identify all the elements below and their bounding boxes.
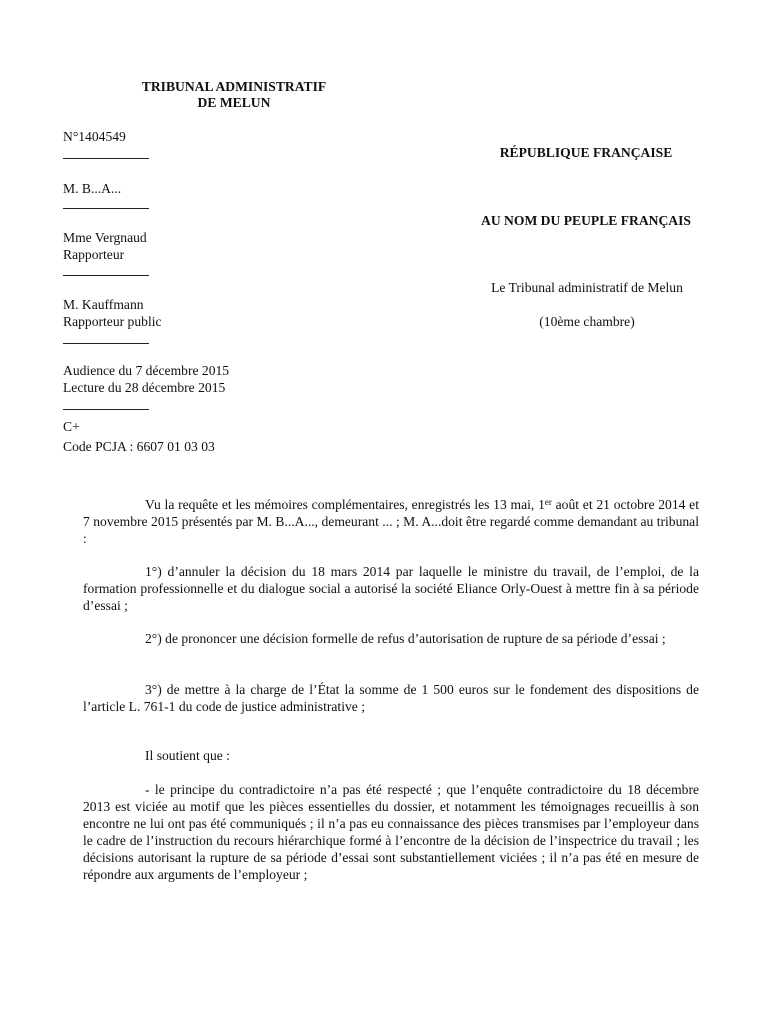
- court-name-line2: DE MELUN: [197, 95, 271, 110]
- request-point-2-text: 2°) de prononcer une décision formelle de refus d’autorisation de rupture de sa période d’essai ;: [145, 631, 666, 646]
- tribunal-line: Le Tribunal administratif de Melun: [491, 280, 683, 295]
- court-name-line1: TRIBUNAL ADMINISTRATIF: [141, 79, 327, 94]
- reading-date: Lecture du 28 décembre 2015: [63, 380, 226, 395]
- request-point-3-text: 3°) de mettre à la charge de l’État la somme de 1 500 euros sur le fondement des dispositions de l’article L. 761-1 du code de justice administrative ;: [83, 682, 699, 714]
- pcja-code: Code PCJA : 6607 01 03 03: [63, 439, 215, 454]
- party-name: M. B...A...: [63, 181, 122, 196]
- public-rapporteur-name: M. Kauffmann: [63, 297, 144, 312]
- request-point-2: [83, 630, 699, 647]
- classification: C+: [63, 419, 80, 434]
- separator-5: [63, 409, 149, 410]
- request-point-1: [83, 563, 699, 614]
- separator-2: [63, 208, 149, 209]
- intro-paragraph: [83, 496, 699, 547]
- argument-1: [83, 781, 699, 883]
- argument-1-text: - le principe du contradictoire n’a pas été respecté ; que l’enquête contradictoire du 18 décembre 2013 est viciée au motif que les pièces essentielles du dossier, et notamment les témoignages recueillis à son encontre ne lui ont pas été communiqués ; il n’a pas eu connaissance des pièces transmises par l’employeur dans le cadre de l’instruction du recours hiérarchique formé à l’encontre de la décision de l’inspectrice du travail ; les décisions autorisant la rupture de sa période d’essai sont substantiellement viciées ; il n’a pas été en mesure de répondre aux arguments de l’employeur ;: [83, 782, 699, 882]
- intro-superscript: er: [544, 497, 552, 507]
- people-heading: AU NOM DU PEUPLE FRANÇAIS: [481, 213, 691, 228]
- request-point-1-text: 1°) d’annuler la décision du 18 mars 2014 par laquelle le ministre du travail, de l’emploi, de la formation professionnelle et du dialogue social a autorisé la société Eliance Orly-Ouest à mettre fin à sa période d’essai ;: [83, 564, 699, 613]
- request-point-3: [83, 681, 699, 715]
- public-rapporteur-role: Rapporteur public: [63, 314, 162, 329]
- separator-1: [63, 158, 149, 159]
- chamber-line: (10ème chambre): [539, 314, 635, 329]
- rapporteur-name: Mme Vergnaud: [63, 230, 147, 245]
- separator-3: [63, 275, 149, 276]
- hearing-date: Audience du 7 décembre 2015: [63, 363, 230, 378]
- court-name: [120, 79, 348, 111]
- argument-intro-text: Il soutient que :: [145, 748, 230, 763]
- case-number: N°1404549: [63, 129, 126, 144]
- argument-intro: [83, 747, 699, 764]
- intro-text-b: août et 21 octobre 2014 et 7 novembre 2015 présentés par M. B...A..., demeurant ... ; M. A...doit être regardé comme demandant au tribunal :: [83, 497, 699, 546]
- separator-4: [63, 343, 149, 344]
- intro-text-a: Vu la requête et les mémoires complémentaires, enregistrés les 13 mai, 1: [145, 497, 545, 512]
- rapporteur-role: Rapporteur: [63, 247, 125, 262]
- republic-heading: RÉPUBLIQUE FRANÇAISE: [499, 145, 673, 160]
